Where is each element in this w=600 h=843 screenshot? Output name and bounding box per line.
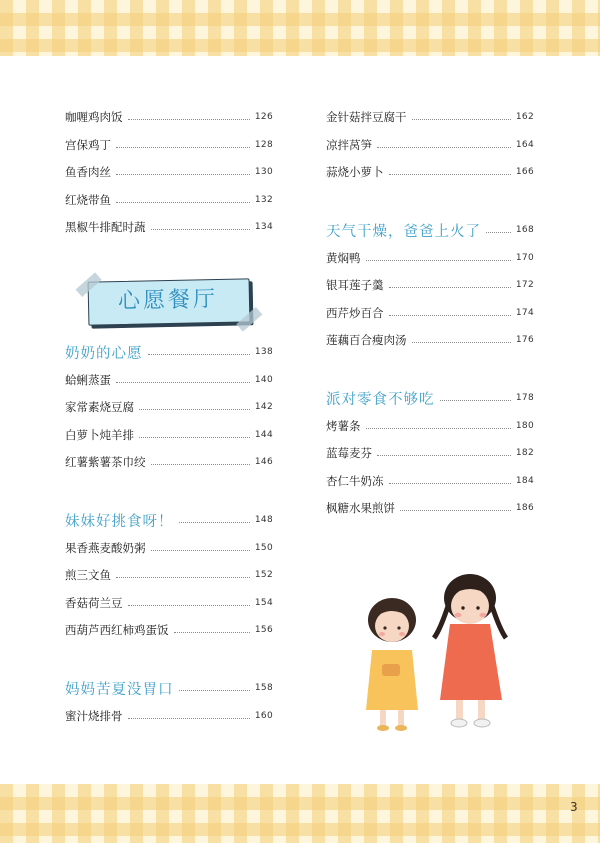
toc-entry-page: 168 [515, 225, 534, 235]
toc-section-title: 天气干燥，爸爸上火了 [326, 223, 481, 240]
dot-leader [116, 381, 250, 383]
dot-leader [389, 482, 511, 484]
toc-entry-title: 果香燕麦酸奶粥 [65, 541, 146, 555]
toc-section-title: 妈妈苦夏没胃口 [65, 681, 174, 698]
toc-entry-title: 枫糖水果煎饼 [326, 501, 395, 515]
toc-entry-page: 164 [515, 140, 534, 150]
toc-entry-page: 138 [254, 347, 273, 357]
toc-entry[interactable] [326, 304, 534, 322]
toc-entry[interactable] [326, 108, 534, 126]
toc-entry[interactable] [326, 417, 534, 435]
dot-leader [128, 118, 250, 120]
toc-entry-page: 180 [515, 421, 534, 431]
gingham-footer-band [0, 784, 600, 843]
dot-leader [116, 173, 250, 175]
dot-leader [139, 436, 250, 438]
toc-entry-title: 宫保鸡丁 [65, 138, 111, 152]
dot-leader [151, 228, 250, 230]
chapter-title: 心愿餐厅 [117, 286, 219, 315]
dot-leader [116, 146, 250, 148]
toc-entry-title: 家常素烧豆腐 [65, 400, 134, 414]
toc-entry-title: 莲藕百合瘦肉汤 [326, 333, 407, 347]
toc-entry-title: 杏仁牛奶冻 [326, 474, 384, 488]
toc-entry-title: 黑椒牛排配时蔬 [65, 220, 146, 234]
toc-entry[interactable] [65, 136, 273, 154]
toc-entry-page: 186 [515, 503, 534, 513]
toc-entry-page: 152 [254, 570, 273, 580]
toc-entry[interactable] [326, 163, 534, 181]
toc-entry[interactable] [326, 444, 534, 462]
toc-entry-page: 126 [254, 112, 273, 122]
dot-leader [389, 314, 511, 316]
toc-entry-page: 162 [515, 112, 534, 122]
toc-entry-page: 140 [254, 375, 273, 385]
dot-leader [116, 201, 250, 203]
dot-leader [400, 509, 511, 511]
toc-entry-page: 150 [254, 543, 273, 553]
dot-leader [389, 286, 511, 288]
toc-entry[interactable] [326, 472, 534, 490]
toc-entry[interactable] [65, 191, 273, 209]
dot-leader [179, 689, 250, 691]
toc-entry-page: 142 [254, 402, 273, 412]
toc-entry[interactable] [65, 594, 273, 612]
toc-entry-page: 146 [254, 457, 273, 467]
dot-leader [148, 353, 250, 355]
toc-entry-page: 170 [515, 253, 534, 263]
toc-entry[interactable] [65, 621, 273, 639]
toc-entry[interactable] [65, 707, 273, 725]
chapter-banner [88, 278, 253, 327]
toc-entry-title: 西葫芦西红柿鸡蛋饭 [65, 623, 169, 637]
toc-entry-page: 176 [515, 335, 534, 345]
dot-leader [377, 454, 511, 456]
dot-leader [128, 604, 250, 606]
dot-leader [139, 408, 250, 410]
toc-entry[interactable] [65, 218, 273, 236]
toc-entry-page: 134 [254, 222, 273, 232]
toc-entry-title: 咖喱鸡肉饭 [65, 110, 123, 124]
dot-leader [151, 549, 250, 551]
toc-section-title: 派对零食不够吃 [326, 391, 435, 408]
dot-leader [128, 717, 250, 719]
dot-leader [366, 427, 511, 429]
toc-entry-page: 182 [515, 448, 534, 458]
toc-entry[interactable] [326, 499, 534, 517]
toc-section-heading[interactable] [65, 511, 273, 529]
toc-entry-title: 蜜汁烧排骨 [65, 709, 123, 723]
toc-entry-title: 蒜烧小萝卜 [326, 165, 384, 179]
dot-leader [151, 463, 250, 465]
toc-entry-page: 128 [254, 140, 273, 150]
dot-leader [366, 259, 511, 261]
toc-entry[interactable] [65, 539, 273, 557]
toc-entry-page: 130 [254, 167, 273, 177]
toc-entry-page: 156 [254, 625, 273, 635]
toc-entry[interactable] [65, 426, 273, 444]
toc-entry-page: 166 [515, 167, 534, 177]
toc-entry-page: 148 [254, 515, 273, 525]
toc-entry[interactable] [326, 276, 534, 294]
dot-leader [412, 341, 511, 343]
toc-entry-title: 红薯紫薯茶巾绞 [65, 455, 146, 469]
toc-entry-page: 144 [254, 430, 273, 440]
toc-entry[interactable] [65, 371, 273, 389]
toc-section-heading[interactable] [326, 221, 534, 239]
older-girl-figure [434, 574, 506, 727]
toc-entry-page: 174 [515, 308, 534, 318]
dot-leader [179, 521, 250, 523]
toc-section-heading[interactable] [65, 343, 273, 361]
toc-entry[interactable] [65, 566, 273, 584]
toc-entry[interactable] [65, 398, 273, 416]
toc-entry-title: 黄焖鸭 [326, 251, 361, 265]
toc-entry-page: 178 [515, 393, 534, 403]
toc-entry-title: 凉拌莴笋 [326, 138, 372, 152]
gingham-header-band [0, 0, 600, 56]
toc-section-heading[interactable] [326, 389, 534, 407]
toc-entry-title: 银耳莲子羹 [326, 278, 384, 292]
dot-leader [389, 173, 511, 175]
toc-entry-title: 蛤蜊蒸蛋 [65, 373, 111, 387]
toc-entry[interactable] [65, 163, 273, 181]
toc-entry-page: 160 [254, 711, 273, 721]
dot-leader [116, 576, 250, 578]
toc-entry-title: 鱼香肉丝 [65, 165, 111, 179]
toc-entry-title: 白萝卜炖羊排 [65, 428, 134, 442]
toc-entry-title: 香菇荷兰豆 [65, 596, 123, 610]
dot-leader [440, 399, 511, 401]
toc-entry-page: 154 [254, 598, 273, 608]
two-girls-illustration [352, 560, 522, 740]
dot-leader [486, 231, 511, 233]
dot-leader [377, 146, 511, 148]
toc-entry-title: 红烧带鱼 [65, 193, 111, 207]
toc-entry-title: 西芹炒百合 [326, 306, 384, 320]
page-number: 3 [570, 800, 578, 814]
toc-entry-title: 蓝莓麦芬 [326, 446, 372, 460]
toc-entry[interactable] [65, 453, 273, 471]
little-girl-figure [366, 598, 418, 731]
toc-section-title: 奶奶的心愿 [65, 345, 143, 362]
toc-entry-title: 金针菇拌豆腐干 [326, 110, 407, 124]
toc-entry-title: 烤薯条 [326, 419, 361, 433]
toc-entry-page: 172 [515, 280, 534, 290]
toc-entry[interactable] [326, 136, 534, 154]
toc-entry[interactable] [326, 249, 534, 267]
toc-entry-title: 煎三文鱼 [65, 568, 111, 582]
dot-leader [174, 631, 250, 633]
toc-entry[interactable] [326, 331, 534, 349]
toc-entry-page: 132 [254, 195, 273, 205]
toc-entry-page: 158 [254, 683, 273, 693]
toc-entry-page: 184 [515, 476, 534, 486]
dot-leader [412, 118, 511, 120]
toc-section-title: 妹妹好挑食呀！ [65, 513, 174, 530]
toc-section-heading[interactable] [65, 679, 273, 697]
toc-entry[interactable] [65, 108, 273, 126]
